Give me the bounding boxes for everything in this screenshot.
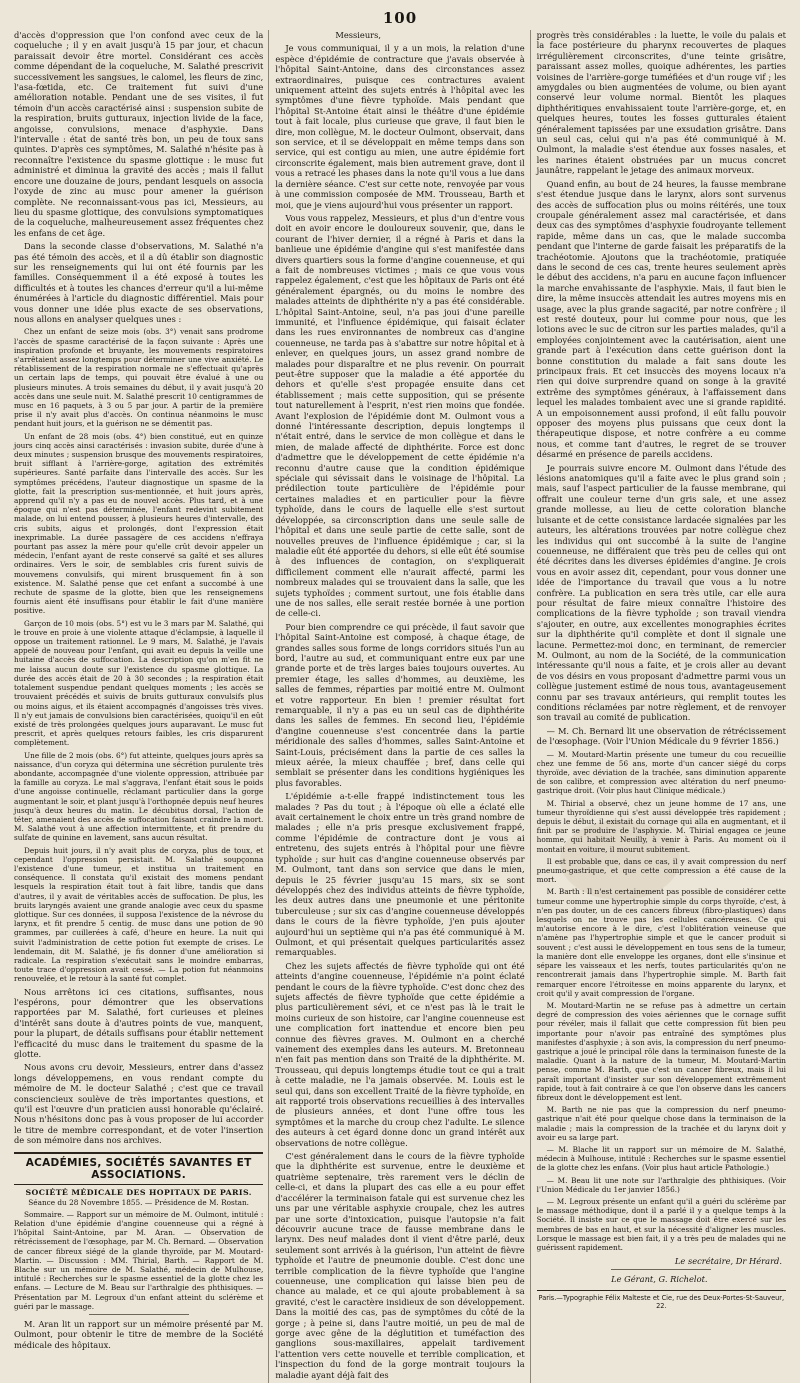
paragraph: — M. Ch. Bernard lit une observation de rétrécissement de l'œsophage. (Voir l'Union Médicale du 9 février 1856.) (536, 725, 786, 747)
seance-line: Séance du 28 Novembre 1855. — Présidence de M. Rostan. (28, 1197, 250, 1207)
paragraph: M. Aran lit un rapport sur un mémoire présenté par M. Oulmont, pour obtenir le titre de membre de la Société médicale des hôpitaux. (14, 1318, 264, 1350)
paragraph: Pour bien comprendre ce qui précède, il faut savoir que l'hôpital Saint-Antoine est composé, à chaque étage, de grandes salles sous forme de longs corridors situés l'un au bord, l'autre au sud, et communiquant entre eux par une grande porte et de très larges baies toujours ouvertes. Au premier étage, les salles d'hommes, au deuxième, les salles de femmes, réparties par moitié entre M. Oulmont et votre rapporteur. En bien ! premier résultat fort remarquable, il n'y a pas eu un seul cas de diphthérite dans les salles de femmes. En second lieu, l'épidémie d'angine couenneuse s'est concentrée dans la partie méridionale des salles d'hommes, salles Saint-Antoine et Saint-Louis, précisément dans la partie de ces salles la mieux aérée, la mieux chauffée ; bref, dans celle qui semblait se présenter dans les conditions hygiéniques les plus favorables. (275, 621, 525, 788)
paragraph: Vous vous rappelez, Messieurs, et plus d'un d'entre vous doit en avoir encore le douloureux souvenir, que, dans le courant de l'hiver dernier, il a régné à Paris et dans la banlieue une épidémie d'angine qui s'est manifestée dans divers quartiers sous la forme d'angine couenneuse, et qui a fait de nombreuses victimes ; mais ce que vous vous rappelez également, c'est que les hôpitaux de Paris ont été généralement épargnés, ou du moins le nombre des malades atteints de diphthérite n'y a pas été considérable. L'hôpital Saint-Antoine, seul, n'a pas joui d'une pareille immunité, et l'influence épidémique, qui faisait éclater dans les rues environnantes de nombreux cas d'angine couenneuse, ne tarda pas à s'abattre sur notre hôpital et à enlever, en quelques jours, un assez grand nombre de malades pour disparaître et ne plus revenir. On pourrait peut-être supposer que la maladie a été apportée du dehors et qu'elle s'est propagée ensuite dans cet établissement ; mais cette supposition, qui se présente tout naturellement à l'esprit, n'est rien moins que fondée. Avant l'explosion de l'épidémie dont M. Oulmont vous a donné l'intéressante description, depuis longtemps il n'était entré, dans le service de mon collègue et dans le mien, de malade affecté de diphthérite. Force est donc d'admettre que le développement de cette épidémie n'a reconnu d'autre cause que la condition épidémique spéciale qui sévissait dans le voisinage de l'hôpital. La prédilection toute particulière de l'épidémie pour certaines maladies et en particulier pour la fièvre typhoïde, dans le cours de laquelle elle s'est surtout développée, sa circonscription dans une seule salle de l'hôpital et dans une seule partie de cette salle, sont de nouvelles preuves de l'influence épidémique ; car, si la maladie eût été apportée du dehors, si elle eût été soumise à des influences de contagion, on s'expliquerait difficilement comment elle n'aurait affecté, parmi les nombreux malades qui se trouvaient dans la salle, que les sujets typhoïdes ; comment surtout, une fois établie dans une de nos salles, elle serait restée bornée à une portion de celle-ci. (275, 212, 525, 619)
discussion-paragraph: M. Thirial a observé, chez un jeune homme de 17 ans, une tumeur thyroïdienne qui s'est aussi développée très rapidement ; depuis le début, il existait du cornage qui alla en augmentant, et il finit par se produire de l'asphyxie. M. Thirial engagea ce jeune homme, qui habitait Neuilly, à venir à Paris. Au moment où il montait en voiture, il mourut subitement. (536, 798, 786, 854)
text-columns (14, 30, 786, 1380)
observation-paragraph: Un enfant de 28 mois (obs. 4°) bien constitué, eut en quinze jours cinq accès ainsi caractérisés : invasion subite, durée d'une à deux minutes ; suspension brusque des mouvements respiratoires, bruit sifflant à l'arrière-gorge, agitation des extrémités supérieures. Santé parfaite dans l'intervalle des accès. Sur les symptômes précédens, l'auteur diagnostique un spasme de la glotte, fait la prescription sus-mentionnée, et huit jours après, apprend qu'il n'y a pas eu de nouvel accès. Plus tard, et à une époque qui n'est pas déterminée, l'enfant redevint subitement malade, on lui entend pousser, à plusieurs heures d'intervalle, des cris subits, aigus et prolongés, dont l'expression était inexprimable. La durée passagère de ces accidens n'effraya pourtant pas assez la mère pour qu'elle crût devoir appeler un médecin, l'enfant ayant de reste conservé sa gaîté et ses allures ordinaires. Vers le soir, de semblables cris furent suivis de mouvemens convulsifs, qui mirent brusquement fin à son existence. M. Salathé pense que cet enfant a succombé à une rechute de spasme de la glotte, bien que les renseignemens fournis aient été insuffisans pour établir le fait d'une manière positive. (14, 431, 264, 616)
divider (89, 1314, 189, 1315)
divider (611, 1269, 711, 1270)
observation-paragraph: Depuis huit jours, il n'y avait plus de coryza, plus de toux, et cependant l'oppression persistait. M. Salathé soupçonna l'existence d'une tumeur, et institua un traitement en conséquence. Il constata qu'il existait des momens pendant lesquels la respiration était tout à fait libre, tandis que dans d'autres, il y avait de véritables accès de suffocation. De plus, les bruits laryngés avaient une grande analogie avec ceux du spasme glottique. Sur ces données, il supposa l'existence de la névrose du larynx, et fit prendre 5 centig. de musc dans une potion de 90 grammes, par cuillerées à café, d'heure en heure. La nuit qui suivit l'administration de cette potion fut exempte de crises. Le lendemain, dit M. Salathé, je fis donner d'une amélioration si radicale. La respiration s'exécutait sans le moindre embarras, toute trace d'oppression avait cessé. — La potion fut néanmoins renouvelée, et le retour à la santé fut complet. (14, 845, 264, 984)
gerant-signature: Le Gérant, G. Richelot. (611, 1274, 708, 1285)
discussion-paragraph: M. Barth ne nie pas que la compression du nerf pneumo-gastrique n'ait été pour quelque chose dans la terminaison de la maladie ; mais la compression de la trachée et du larynx doit y avoir eu sa large part. (536, 1105, 786, 1142)
discussion-paragraph: M. Barth : Il n'est certainement pas possible de considérer cette tumeur comme une hypertrophie simple du corps thyroïde, c'est, à n'en pas douter, un de ces cancers fibreux (fibro-plastiques) dans lesquels on ne trouve pas les cellules cancéreuses. Ce qui m'autorise encore à le dire, c'est l'oblitération veineuse que n'amène pas l'hypertrophie simple et que le cancer produit si souvent ; c'est aussi le développement en tous sens de la tumeur, la manière dont elle enveloppe les organes, dont elle s'insinue et sépare les vaisseaux et les nerfs, toutes particularités qu'on ne rencontrerait jamais dans l'hypertrophie simple. M. Barth fait remarquer encore l'étroitesse en moins apparente du larynx, et croit qu'il y avait compression de l'organe. (536, 887, 786, 998)
paragraph: L'épidémie a-t-elle frappé indistinctement tous les malades ? Pas du tout ; à l'époque où elle a éclaté elle avait certainement le choix entre un très grand nombre de malades ; elle n'a pris presque exclusivement frappé, comme l'épidémie de contracture dont je vous ai entretenu, des sujets entrés à l'hôpital pour une fièvre typhoïde ; sur huit cas d'angine couenneuse observés par M. Oulmont, tant dans son service que dans le mien, depuis le 25 février jusqu'au 15 mars, six se sont développés chez des individus atteints de fièvre typhoïde, les deux autres dans une pneumonie et une péritonite tuberculeuse ; sur six cas d'angine couenneuse développés dans le cours de la fièvre typhoïde, j'en puis ajouter aujourd'hui un septième qui n'a pas été communiqué à M. Oulmont, et qui présentait quelques particularités assez remarquables. (275, 791, 525, 958)
section-title: ACADÉMIES, SOCIÉTÉS SAVANTES ET ASSOCIATIONS. (14, 1152, 263, 1185)
discussion-paragraph: M. Moutard-Martin ne se refuse pas à admettre un certain degré de compression des voies aériennes que le cornage suffit pour révéler, mais il fallait que cette compression fût bien peu importante pour n'avoir pas entraîné des symptômes plus manifestes d'asphyxie ; à son avis, la compression du nerf pneumo-gastrique a joué le principal rôle dans la terminaison funeste de la maladie. Quant à la nature de la tumeur, M. Moutard-Martin pense, comme M. Barth, que c'est un cancer fibreux, mais il lui paraît important d'insister sur son développement extrêmement rapide, tout à fait contraire à ce que l'on observe dans les cancers fibreux dont le développement est lent. (536, 1000, 786, 1102)
discussion-paragraph: Il est probable que, dans ce cas, il y avait compression du nerf pneumo-gastrique, et que cette compression a été cause de la mort. (536, 856, 786, 885)
column-left (14, 30, 263, 1383)
paragraph: d'accès d'oppression que l'on confond avec ceux de la coqueluche ; il y en avait jusqu'à 15 par jour, et chacun paraissait devoir être mortel. Considérant ces accès comme dépendant de la coqueluche, M. Salathé prescrivit successivement les sangsues, le calomel, les fleurs de zinc, l'asa-fœtida, etc. Ce traitement fut suivi d'une amélioration notable. Pendant une de ses visites, il fut témoin d'un accès caractérisé ainsi : suspension subite de la respiration, bruits gutturaux, injection livide de la face, angoisse, convulsions, menace d'asphyxie. Dans l'intervalle : état de santé très bon, un peu de toux sans quintes. D'après ces symptômes, M. Salathé n'hésite pas à reconnaître l'existence du spasme glottique : le musc fut administré et diminua la gravité des accès ; mais il fallut encore une douzaine de jours, pendant lesquels on associa l'oxyde de zinc au musc pour amener la guérison complète. Ne reconnaissant-vous pas ici, Messieurs, au lieu du spasme glottique, des convulsions symptomatiques de la coqueluche, malheureusement assez fréquentes chez les enfans de cet âge. (14, 30, 264, 238)
paragraph: progrès très considérables : la luette, le voile du palais et la face postérieure du pharynx recouvertes de plaques irrégulièrement circonscrites, d'une teinte grisâtre, paraissant assez molles, quoique adhérentes, les parties voisines de l'arrière-gorge tuméfiées et d'un rouge vif ; les amygdales ou bien augmentées de volume, ou bien ayant conservé leur volume normal. Bientôt les plaques diphthéritiques envahissaient toute l'arrière-gorge, et, en quelques heures, toutes les fosses gutturales étaient généralement tapissées par une exsudation grisâtre. Dans un seul cas, celui qui n'a pas été communiqué à M. Oulmont, la maladie s'est étendue aux fosses nasales, et les narines étaient obstruées par un mucus concret jaunâtre, rappelant le jetage des animaux morveux. (536, 30, 786, 176)
society-name: SOCIÉTÉ MÉDICALE DES HOPITAUX DE PARIS. (25, 1187, 252, 1197)
observation-paragraph: Chez un enfant de seize mois (obs. 3°) venait sans prodrome l'accès de spasme caractérisé de la façon suivante : Après une inspiration profonde et bruyante, les mouvements respiratoires s'arrêtaient assez longtemps pour déterminer une vive anxiété. Le rétablissement de la respiration normale ne s'effectuait qu'après un certain laps de temps, qui pouvait être évalué à une ou plusieurs minutes. A trois semaines du début, il y avait jusqu'à 20 accès dans une seule nuit. M. Salathé prescrit 10 centigrammes de musc en 16 paquets, à 3 ou 5 par jour. A partir de la première prise il n'y avait plus d'accès. On continua néanmoins le musc pendant huit jours, et la guérison ne se démentit pas. (14, 327, 264, 429)
observation-paragraph: Garçon de 10 mois (obs. 5°) est vu le 3 mars par M. Salathé, qui le trouve en proie à une violente attaque d'éclampsie, à laquelle il oppose un traitement rationnel. Le 9 mars, M. Salathé, je l'avais appelé de nouveau pour l'enfant, qui avait eu depuis la veille une huitaine d'accès de suffocation. La description qu'on m'en fit ne me laissa aucun doute sur l'existence du spasme glottique. La durée des accès était de 20 à 30 secondes ; la respiration était totalement suspendue pendant quelques moments ; les accès se trouvaient précédés et suivis de bruits gutturaux convulsifs plus ou moins aigus, et ils étaient accompagnés d'angoisses très vives. Il n'y eut jamais de convulsions bien caractérisées, quoiqu'il en eût existé de très prolongées quelques jours auparavant. Le musc fut prescrit, et après quelques retours faibles, les cris disparurent complètement. (14, 618, 264, 748)
discussion-paragraph: — M. Blache lit un rapport sur un mémoire de M. Salathé, médecin à Mulhouse, intitulé : Recherches sur le spasme essentiel de la glotte chez les enfans. (Voir plus haut article Pathologie.) (536, 1144, 786, 1173)
paragraph: C'est généralement dans le cours de la fièvre typhoïde que la diphthérite est survenue, entre le deuxième et quatrième septenaire, très rarement vers le déclin de celle-ci, et dans la plupart des cas elle a eu pour effet d'accélérer la terminaison fatale qui est survenue chez les uns par une véritable asphyxie croupale, chez les autres par une sorte d'intoxication, puisque l'autopsie n'a fait découvrir aucune trace de fausse membrane dans le larynx. Des neuf malades dont il vient d'être parlé, deux seulement sont arrivés à la guérison, l'un atteint de fièvre typhoïde et l'autre de pneumonie double. C'est donc une terrible complication de la fièvre typhoïde que l'angine couenneuse, une complication qui laisse bien peu de chance au malade, et ce qui ajoute probablement à sa gravité, c'est le caractère insidieux de son développement. Dans la moitié des cas, pas de symptômes du côté de la gorge ; à peine si, dans l'autre moitié, un peu de mal de gorge avec gêne de la déglutition et tuméfaction des ganglions sous-maxillaires, appelait tardivement l'attention vers cette nouvelle et terrible complication, et l'inspection du fond de la gorge montrait toujours la maladie ayant déjà fait des (275, 1151, 525, 1380)
discussion-paragraph: — M. Moutard-Martin présente une tumeur du cou recueillie chez une femme de 56 ans, morte d'un cancer siégé du corps thyroïde, avec déviation de la trachée, sans diminution apparente de son calibre, et compression avec altération du nerf pneumo-gastrique droit. (Voir plus haut Clinique médicale.) (536, 749, 786, 796)
column-middle (275, 30, 524, 1383)
secretary-signature: Le secrétaire, Dr Hérard. (674, 1256, 782, 1267)
page-number: 100 (382, 9, 418, 27)
sommaire: Sommaire. — Rapport sur un mémoire de M. Oulmont, intitulé : Relation d'une épidémie d'angine couenneuse qui a régné à l'hôpital Saint-Antoine, par M. Aran. — Observation de rétrécissement de l'œsophage, par M. Ch. Bernard. — Observation de cancer fibreux siégé de la glande thyroïde, par M. Moutard-Martin. — Discussion : MM. Thirial, Barth. — Rapport de M. Blache sur un mémoire de M. Salathé, médecin de Mulhouse, intitulé : Recherches sur le spasme essentiel de la glotte chez les enfans. — Lecture de M. Beau sur l'arthralgie des phthisiques. — Présentation par M. Legroux d'un enfant atteint du sclérème et guéri par le massage. (14, 1209, 264, 1311)
paragraph: Quand enfin, au bout de 24 heures, la fausse membrane s'est étendue jusque dans le larynx, alors sont survenus des accès de suffocation plus ou moins réitérés, une toux croupale généralement assez mal caractérisée, et dans deux cas des symptômes d'asphyxie foudroyante tellement rapide, même dans un cas, que le malade succomba pendant que l'interne de garde faisait les préparatifs de la trachéotomie. Ajoutons que la trachéotomie, pratiquée dans le second de ces cas, trente heures seulement après le début des accidens, n'a paru en aucune façon influencer la marche envahissante de l'asphyxie. Mais, il faut bien le dire, la même insuccès attendait les autres moyens mis en usage, avec la plus grande sagacité, par notre confrère ; il est resté douteux, pour lui comme pour nous, que les lotions avec le suc de citron sur les parties malades, qu'il a employées conjointement avec la cautérisation, aient une grande part à l'exécution dans cette guérison dont la bonne constitution du malade a fait sans doute les principaux frais. Et cet insuccès des moyens locaux n'a rien qui doive surprendre quand on songe à la gravité extrême des symptômes généraux, à l'affaissement dans lequel les malades tombaient avec une si grande rapidité. A un empoisonnement aussi profond, il eût fallu pouvoir opposer des moyens plus puissans que ceux dont la thérapeutique dispose, et notre confrère a eu comme nous, et comme tant d'autres, le regret de se trouver désarmé en présence de pareils accidens. (536, 178, 786, 460)
salutation: Messieurs, (335, 30, 382, 40)
printer-imprint: Paris.—Typographie Félix Malteste et Cie, rue des Deux-Portes-St-Sauveur, 22. (537, 1290, 786, 1310)
paragraph: Chez les sujets affectés de fièvre typhoïde qui ont été atteints d'angine couenneuse, l'épidémie n'a point éclaté pendant le cours de la fièvre typhoïde. C'est donc chez des sujets affectés de fièvre typhoïde que cette épidémie a plus particulièrement sévi, et ce n'est pas là le trait le moins curieux de son histoire, car l'angine couenneuse est une complication fort inattendue et encore bien peu connue des fièvres graves. M. Oulmont en a cherché vainement des exemples dans les auteurs. M. Bretonneau n'en fait pas mention dans son Traité de la diphthérite. M. Trousseau, qui depuis longtemps étudie tout ce qui a trait à cette maladie, ne l'a jamais observée. M. Louis est le seul qui, dans son excellent Traité de la fièvre typhoïde, en ait rapporté trois observations recueillies à des intervalles de plusieurs années, et dont l'une offre tous les symptômes et la marche du croup chez l'adulte. Le silence des auteurs à cet égard donne donc un grand intérêt aux observations de notre collègue. (275, 960, 525, 1148)
paragraph: Dans la seconde classe d'observations, M. Salathé n'a pas été témoin des accès, et il a dû établir son diagnostic sur les renseignements qui lui ont été fournis par les familles. Conséquemment il a été exposé à toutes les difficultés et à toutes les chances d'erreur qu'il a lui-même énumérées à l'article du diagnostic différentiel. Mais pour vous donner une idée plus exacte de ses observations, nous allons en analyser quelques unes : (14, 241, 264, 324)
paragraph: Nous avons cru devoir, Messieurs, entrer dans d'assez longs développemens, en vous rendant compte du mémoire de M. le docteur Salathé ; c'est que ce travail consciencieux soulève de très importantes questions, et qu'il est l'œuvre d'un praticien aussi honorable qu'éclairé. Nous n'hésitons donc pas à vous proposer de lui accorder le titre de membre correspondant, et de voter l'insertion de son mémoire dans nos archives. (14, 1062, 264, 1146)
paragraph: Je pourrais suivre encore M. Oulmont dans l'étude des lésions anatomiques qu'il a faite avec le plus grand soin ; mais, sauf l'aspect particulier de la fausse membrane, qui offrait une couleur terne d'un gris sale, et une assez grande mollesse, au lieu de cette coloration blanche luisante et de cette consistance lardacée signalées par les auteurs, les altérations trouvées par notre collègue chez les individus qui ont succombé à la suite de l'angine couenneuse, ne différaient que très peu de celles qui ont été décrites dans les diverses épidémies d'angine. Je crois vous en avoir assez dit, cependant, pour vous donner une idée de l'importance du travail que vous a lu notre confrère. La publication en sera très utile, car elle aura pour résultat de faire mieux connaître l'histoire des complications de la fièvre typhoïde ; son travail viendra s'ajouter, en outre, aux excellentes monographies écrites sur la diphthérite qu'il complète et dont il signale une lacune. Permettez-moi donc, en terminant, de remercier M. Oulmont, au nom de la Société, de la communication intéressante qu'il nous a faite, et je crois aller au devant de vos désirs en vous proposant d'admettre parmi vous un collègue justement estimé de nous tous, avantageusement connu par ses travaux antérieurs, qui remplit toutes les conditions réclamées par notre règlement, et de renvoyer son travail au comité de publication. (536, 462, 786, 723)
paragraph: Nous arrêtons ici ces citations, suffisantes, nous l'espérons, pour démontrer que les observations rapportées par M. Salathé, fort curieuses et pleines d'intérêt sans doute à d'autres points de vue, manquent, pour la plupart, de détails suffisans pour établir nettement l'efficacité du musc dans le traitement du spasme de la glotte. (14, 986, 264, 1060)
column-right (537, 30, 786, 1383)
paragraph: Je vous communiquai, il y a un mois, la relation d'une espèce d'épidémie de contracture que j'avais observée à l'hôpital Saint-Antoine, dans des circonstances assez extraordinaires, puisque ces contractures avaient uniquement atteint des sujets entrés à l'hôpital avec les symptômes d'une fièvre typhoïde. Mais pendant que l'hôpital St-Antoine était ainsi le théâtre d'une épidémie tout à fait locale, plus curieuse que grave, il faut bien le dire, mon collègue, M. le docteur Oulmont, observait, dans son service, et il se développait en même temps dans son service, qui est contigu au mien, une autre épidémie fort circonscrite également, mais bien autrement grave, dont il vous a retracé les phases dans la note qu'il vous a lue dans la dernière séance. C'est sur cette note, renvoyée par vous à une commission composée de MM. Trousseau, Barth et moi, que je viens aujourd'hui vous présenter un rapport. (275, 43, 525, 210)
discussion-paragraph: — M. Beau lit une note sur l'arthralgie des phthisiques. (Voir l'Union Médicale du 1er janvier 1856.) (536, 1175, 786, 1194)
observation-paragraph: Une fille de 2 mois (obs. 6°) fut atteinte, quelques jours après sa naissance, d'un coryza qui détermina une sécrétion purulente très abondante, accompagnée d'une violente oppression, attribuée par la famille au coryza. Le mal s'aggrava, l'enfant était sous le poids d'une angoisse continuelle, réclamant particulier dans la gorge augmentant le soir, et plant jusqu'à l'orthopnée depuis neuf heures jusqu'à deux heures du matin. Le décubitus dorsal, l'action de téter, amenaient des accès de suffocation faisant craindre la mort. M. Salathé vout à une affection intermittente, et fit prendre du sulfate de quinine en lavement, sans aucun résultat. (14, 750, 264, 843)
discussion-paragraph: — M. Legroux présente un enfant qu'il a guéri du sclérème par le massage méthodique, dont il a parlé il y a quelque temps à la Société. Il insiste sur ce que le massage doit être exercé sur les membres de bas en haut, et sur la nécessité d'aligner les muscles. Lorsque le massage est bien fait, il y a très peu de malades qui ne guérissent rapidement. (536, 1196, 786, 1252)
